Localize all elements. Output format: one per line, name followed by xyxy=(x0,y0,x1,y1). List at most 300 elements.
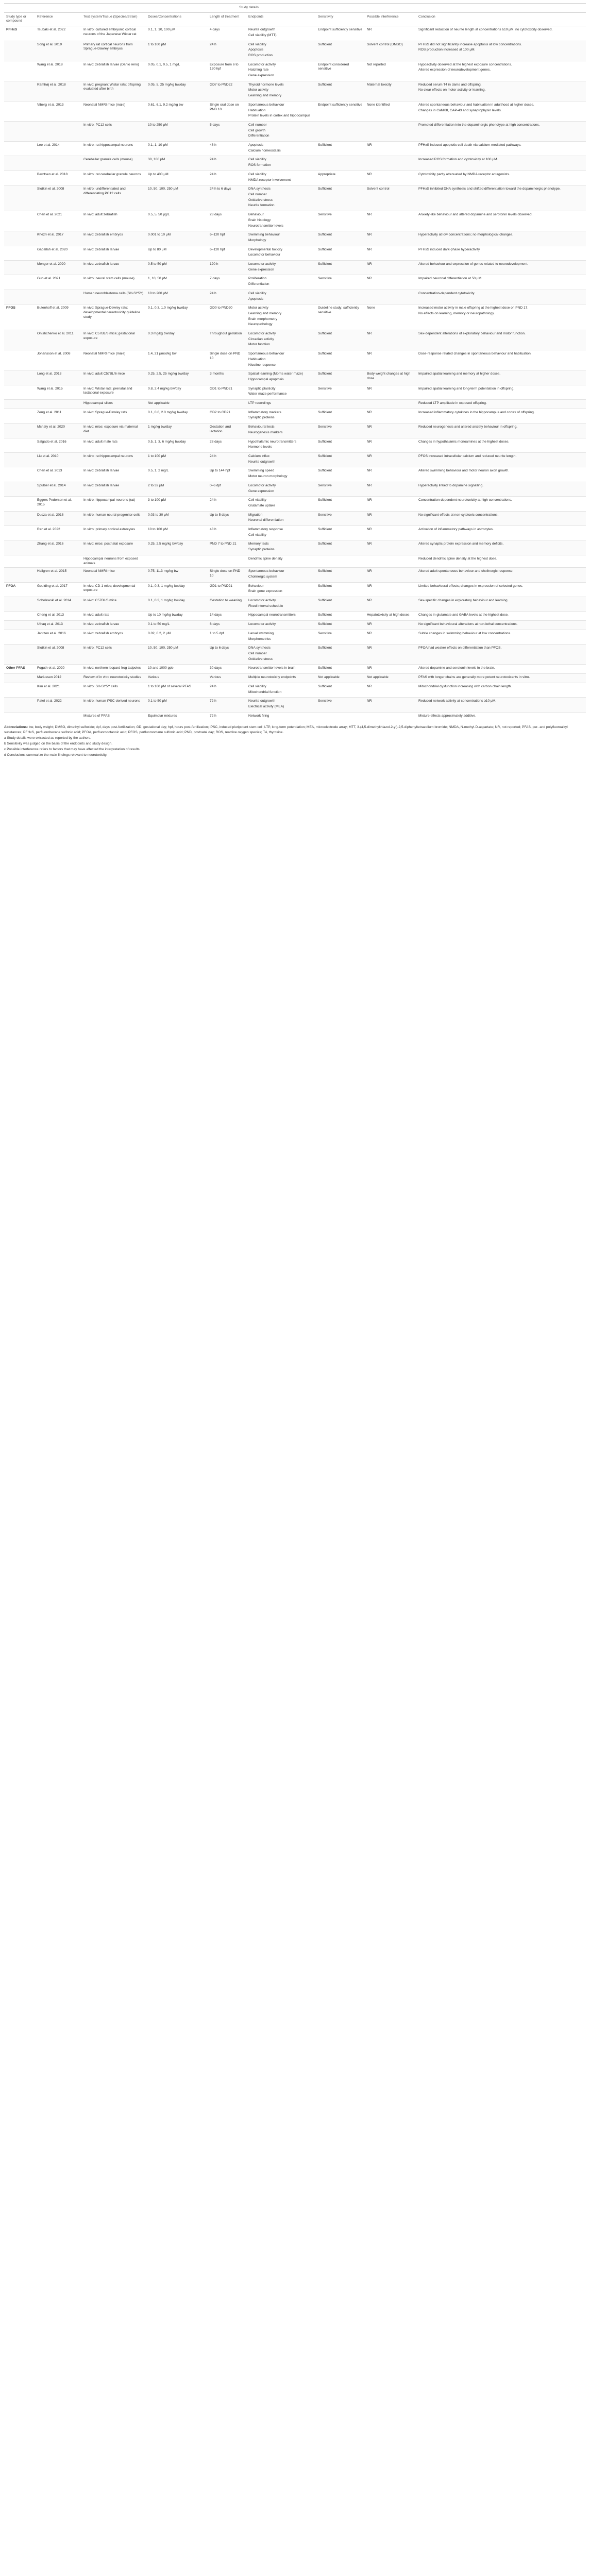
conclusion-cell xyxy=(416,597,586,612)
endpoint-item: Electrical activity (MEA) xyxy=(248,704,284,708)
endpoints-cell xyxy=(246,597,316,612)
doses-cell: 0.75, 11.3 mg/kg bw xyxy=(146,568,208,582)
endpoint-item: Hippocampal neurotransmitters xyxy=(248,613,296,617)
endpoint-item: Synaptic proteins xyxy=(248,548,275,552)
table-row xyxy=(4,555,586,567)
interference-cell: Solvent control xyxy=(365,185,416,211)
endpoint-item: Locomotor activity xyxy=(248,483,276,487)
treatment-length-cell: 28 days xyxy=(208,211,246,231)
endpoint-item: Gene expression xyxy=(248,489,274,493)
endpoint-item: Network firing xyxy=(248,714,269,718)
conclusion-item: PFHxS induced dark-phase hyperactivity. xyxy=(418,247,481,251)
compound-cell xyxy=(4,101,35,121)
table-row xyxy=(4,683,586,697)
doses-cell: 1 to 100 μM xyxy=(146,41,208,61)
sensitivity-cell: Endpoint sufficiently sensitive xyxy=(316,26,365,41)
table-row xyxy=(4,385,586,399)
treatment-length-cell: Throughout gestation xyxy=(208,330,246,350)
doses-cell: 2 to 32 μM xyxy=(146,482,208,496)
endpoint-item: Spontaneous behaviour xyxy=(248,103,284,107)
table-header xyxy=(4,4,586,26)
conclusion-cell xyxy=(416,370,586,385)
sensitivity-cell: Sufficient xyxy=(316,261,365,275)
doses-cell: 0.1, 1, 10, 100 μM xyxy=(146,26,208,41)
endpoint-item: Mitochondrial function xyxy=(248,690,282,694)
test-system-cell: In vitro: rat hippocampal neurons xyxy=(81,142,146,156)
test-system-cell: In vitro: undifferentiated and differentiating PC12 cells xyxy=(81,185,146,211)
endpoint-item: Brain gene expression xyxy=(248,589,282,594)
table-row xyxy=(4,568,586,582)
endpoints-cell xyxy=(246,261,316,275)
table-row xyxy=(4,41,586,61)
treatment-length-cell: 7 days xyxy=(208,275,246,290)
conclusion-item: Anxiety-like behaviour and altered dopamine and serotonin levels observed. xyxy=(418,213,533,217)
sensitivity-cell: Sensitive xyxy=(316,630,365,644)
conclusion-item: Subtle changes in swimming behaviour at low concentrations. xyxy=(418,631,511,635)
treatment-length-cell: 24 h xyxy=(208,453,246,467)
endpoint-item: Cell number xyxy=(248,123,267,127)
reference-cell: Song et al. 2019 xyxy=(35,41,81,61)
conclusion-cell xyxy=(416,423,586,438)
interference-cell: NR xyxy=(365,453,416,467)
conclusion-item: Promoted differentiation into the dopaminergic phenotype at high concentrations. xyxy=(418,123,540,127)
interference-cell: NR xyxy=(365,438,416,452)
endpoint-item: Neurite outgrowth xyxy=(248,28,276,32)
doses-cell: 0.1, 0.3, 1 mg/kg bw/day xyxy=(146,597,208,612)
conclusion-cell xyxy=(416,290,586,304)
conclusion-cell xyxy=(416,438,586,452)
endpoint-item: Hormone levels xyxy=(248,445,272,449)
table-row xyxy=(4,121,586,141)
conclusion-item: Altered spontaneous behaviour and habituation in adulthood at higher doses. xyxy=(418,103,534,107)
endpoints-cell xyxy=(246,385,316,399)
column-header: Doses/Concentrations xyxy=(146,12,208,26)
conclusion-item: Limited behavioural effects; changes in expression of selected genes. xyxy=(418,584,523,588)
treatment-length-cell: 28 days xyxy=(208,438,246,452)
conclusion-cell xyxy=(416,41,586,61)
footnote: d Conclusions summarize the main findings relevant to neurotoxicity. xyxy=(4,753,107,757)
conclusion-cell xyxy=(416,555,586,567)
endpoint-item: Learning and memory xyxy=(248,311,282,315)
reference-cell: Wang et al. 2015 xyxy=(35,385,81,399)
compound-cell xyxy=(4,246,35,260)
compound-cell xyxy=(4,423,35,438)
reference-cell: Ramhøj et al. 2018 xyxy=(35,81,81,101)
column-header: Conclusion xyxy=(416,12,586,26)
compound-cell xyxy=(4,171,35,185)
endpoints-cell xyxy=(246,26,316,41)
conclusion-item: Hyperactivity at low concentrations; no morphological changes. xyxy=(418,233,514,237)
endpoints-cell xyxy=(246,467,316,482)
endpoint-item: NMDA receptor involvement xyxy=(248,178,291,182)
table-row xyxy=(4,231,586,246)
doses-cell: 0.1, 0.3, 1.0 mg/kg bw/day xyxy=(146,304,208,330)
conclusion-cell xyxy=(416,121,586,141)
sensitivity-cell: Sensitive xyxy=(316,275,365,290)
interference-cell xyxy=(365,121,416,141)
conclusion-cell xyxy=(416,61,586,81)
table-row xyxy=(4,156,586,171)
interference-cell: NR xyxy=(365,423,416,438)
test-system-cell: In vitro: rat hippocampal neurons xyxy=(81,453,146,467)
conclusion-item: No significant effects at non-cytotoxic concentrations. xyxy=(418,513,499,517)
conclusion-item: Hyperactivity linked to dopamine signalling. xyxy=(418,483,484,487)
reference-cell: Sobolewski et al. 2014 xyxy=(35,597,81,612)
reference-cell: Cheng et al. 2013 xyxy=(35,612,81,621)
endpoint-item: Cell number xyxy=(248,651,267,655)
column-header: Sensitivity xyxy=(316,12,365,26)
conclusion-cell xyxy=(416,385,586,399)
treatment-length-cell: 5 days xyxy=(208,121,246,141)
interference-cell: Maternal toxicity xyxy=(365,81,416,101)
test-system-cell: In vivo: C57BL/6 mice xyxy=(81,597,146,612)
doses-cell: Not applicable xyxy=(146,400,208,409)
endpoints-cell xyxy=(246,582,316,597)
conclusion-cell xyxy=(416,330,586,350)
table-row xyxy=(4,275,586,290)
test-system-cell: In vivo: Sprague-Dawley rats; developmental neurotoxicity guideline study xyxy=(81,304,146,330)
test-system-cell: Cerebellar granule cells (mouse) xyxy=(81,156,146,171)
endpoint-item: Neuropathology xyxy=(248,323,273,327)
sensitivity-cell xyxy=(316,555,365,567)
compound-cell xyxy=(4,156,35,171)
compound-cell: Other PFAS xyxy=(4,665,35,674)
compound-cell xyxy=(4,511,35,526)
conclusion-item: Altered synaptic protein expression and memory deficits. xyxy=(418,542,504,546)
conclusion-cell xyxy=(416,683,586,697)
interference-cell: NR xyxy=(365,26,416,41)
doses-cell: 10 to 100 μM xyxy=(146,526,208,540)
conclusion-item: Hypoactivity observed at the highest exposure concentrations. xyxy=(418,62,512,66)
endpoints-cell xyxy=(246,41,316,61)
test-system-cell: In vivo: zebrafish larvae xyxy=(81,621,146,630)
table-row xyxy=(4,645,586,665)
conclusion-item: Dose-response related changes in spontaneous behaviour and habituation. xyxy=(418,352,532,356)
sensitivity-cell: Sufficient xyxy=(316,41,365,61)
endpoints-cell xyxy=(246,246,316,260)
test-system-cell: In vitro: rat cerebellar granule neurons xyxy=(81,171,146,185)
test-system-cell: In vivo: Sprague-Dawley rats xyxy=(81,409,146,423)
table-row xyxy=(4,400,586,409)
sensitivity-cell: Sufficient xyxy=(316,231,365,246)
sensitivity-cell: Sufficient xyxy=(316,438,365,452)
conclusion-cell xyxy=(416,156,586,171)
column-header: Study type or compound xyxy=(4,12,35,26)
endpoints-cell xyxy=(246,400,316,409)
table-row xyxy=(4,61,586,81)
conclusion-item: Altered behaviour and expression of genes related to neurodevelopment. xyxy=(418,262,528,266)
sensitivity-cell: Sufficient xyxy=(316,370,365,385)
interference-cell: NR xyxy=(365,665,416,674)
endpoint-item: Protein levels in cortex and hippocampus xyxy=(248,114,311,118)
sensitivity-cell: Sufficient xyxy=(316,621,365,630)
table-row xyxy=(4,698,586,712)
conclusion-item: Activation of inflammatory pathways in astrocytes. xyxy=(418,528,494,532)
endpoints-cell xyxy=(246,511,316,526)
reference-cell xyxy=(35,555,81,567)
interference-cell: NR xyxy=(365,261,416,275)
conclusion-item: Altered adult spontaneous behaviour and cholinergic response. xyxy=(418,569,514,573)
endpoint-item: Motor neuron morphology xyxy=(248,474,288,479)
doses-cell: 0.61, 6.1, 9.2 mg/kg bw xyxy=(146,101,208,121)
endpoint-item: Morphometrics xyxy=(248,637,271,641)
compound-cell xyxy=(4,555,35,567)
interference-cell: Not applicable xyxy=(365,674,416,683)
compound-cell xyxy=(4,61,35,81)
conclusion-cell xyxy=(416,712,586,721)
treatment-length-cell: Up to 6 days xyxy=(208,645,246,665)
treatment-length-cell: PND 7 to PND 21 xyxy=(208,540,246,555)
reference-cell: Chen et al. 2013 xyxy=(35,467,81,482)
endpoint-item: Multiple neurotoxicity endpoints xyxy=(248,675,296,680)
conclusion-cell xyxy=(416,467,586,482)
neurotoxicity-studies-table xyxy=(4,3,586,721)
conclusion-item: Impaired spatial learning and long-term potentiation in offspring. xyxy=(418,386,515,391)
test-system-cell: Neonatal NMRI mice xyxy=(81,568,146,582)
treatment-length-cell: 4 days xyxy=(208,26,246,41)
endpoints-cell xyxy=(246,275,316,290)
conclusion-item: Impaired spatial learning and memory at higher doses. xyxy=(418,372,501,376)
interference-cell: NR xyxy=(365,621,416,630)
table-row xyxy=(4,350,586,370)
compound-cell xyxy=(4,482,35,496)
conclusion-cell xyxy=(416,453,586,467)
treatment-length-cell: Gestation and lactation xyxy=(208,423,246,438)
test-system-cell: In vivo: zebrafish larvae (Danio rerio) xyxy=(81,61,146,81)
conclusion-item: Increased motor activity in male offspring at the highest dose on PND 17. xyxy=(418,306,529,310)
conclusion-cell xyxy=(416,568,586,582)
compound-cell xyxy=(4,409,35,423)
reference-cell: Berntsen et al. 2018 xyxy=(35,171,81,185)
interference-cell: NR xyxy=(365,330,416,350)
compound-cell xyxy=(4,385,35,399)
endpoint-item: Calcium homeostasis xyxy=(248,148,281,152)
conclusion-cell xyxy=(416,211,586,231)
doses-cell: 0.5, 1, 2 mg/L xyxy=(146,467,208,482)
conclusion-cell xyxy=(416,246,586,260)
column-headers xyxy=(4,12,586,26)
conclusion-item: ROS production increased at 100 μM. xyxy=(418,48,476,52)
conclusion-cell xyxy=(416,482,586,496)
reference-cell: Zhang et al. 2016 xyxy=(35,540,81,555)
reference-cell: Jantzen et al. 2016 xyxy=(35,630,81,644)
reference-cell: Johansson et al. 2008 xyxy=(35,350,81,370)
doses-cell: 0.8, 2.4 mg/kg bw/day xyxy=(146,385,208,399)
endpoint-item: Cell viability (MTT) xyxy=(248,33,277,37)
compound-cell: PFOA xyxy=(4,582,35,597)
test-system-cell: In vivo: CD-1 mice; developmental exposure xyxy=(81,582,146,597)
endpoint-item: Motor activity xyxy=(248,88,268,92)
endpoints-cell xyxy=(246,185,316,211)
endpoints-cell xyxy=(246,497,316,511)
compound-cell xyxy=(4,142,35,156)
reference-cell: Salgado et al. 2016 xyxy=(35,438,81,452)
treatment-length-cell: 1 to 5 dpf xyxy=(208,630,246,644)
treatment-length-cell: 72 h xyxy=(208,712,246,721)
endpoints-cell xyxy=(246,540,316,555)
endpoint-item: DNA synthesis xyxy=(248,187,271,191)
doses-cell: 0.5, 1, 3, 6 mg/kg bw/day xyxy=(146,438,208,452)
footnote: b Sensitivity was judged on the basis of the endpoints and study design. xyxy=(4,741,113,745)
treatment-length-cell: 6 days xyxy=(208,621,246,630)
doses-cell: 30, 100 μM xyxy=(146,156,208,171)
sensitivity-cell: Sufficient xyxy=(316,683,365,697)
endpoints-cell xyxy=(246,211,316,231)
sensitivity-cell xyxy=(316,290,365,304)
test-system-cell: Neonatal NMRI mice (male) xyxy=(81,101,146,121)
doses-cell: 0.1 to 50 μM xyxy=(146,698,208,712)
compound-cell xyxy=(4,630,35,644)
compound-cell xyxy=(4,683,35,697)
conclusion-cell xyxy=(416,81,586,101)
conclusion-item: Concentration-dependent cytotoxicity. xyxy=(418,291,475,295)
conclusion-cell xyxy=(416,142,586,156)
footnote: c Possible interference refers to factors that may have affected the interpretation of results. xyxy=(4,748,141,752)
endpoints-cell xyxy=(246,101,316,121)
conclusion-cell xyxy=(416,674,586,683)
endpoints-cell xyxy=(246,350,316,370)
compound-cell xyxy=(4,453,35,467)
interference-cell: Solvent control (DMSO) xyxy=(365,41,416,61)
reference-cell xyxy=(35,400,81,409)
doses-cell: 1 to 100 μM xyxy=(146,453,208,467)
interference-cell: NR xyxy=(365,645,416,665)
endpoint-item: Spatial learning (Morris water maze) xyxy=(248,372,303,376)
test-system-cell: In vitro: PC12 cells xyxy=(81,121,146,141)
test-system-cell: In vitro: SH-SY5Y cells xyxy=(81,683,146,697)
table-row xyxy=(4,511,586,526)
reference-cell: Liu et al. 2010 xyxy=(35,453,81,467)
endpoints-cell xyxy=(246,330,316,350)
test-system-cell: In vivo: C57BL/6 mice; gestational exposure xyxy=(81,330,146,350)
endpoint-item: Migration xyxy=(248,513,263,517)
compound-cell xyxy=(4,211,35,231)
reference-cell: Lee et al. 2014 xyxy=(35,142,81,156)
interference-cell: NR xyxy=(365,540,416,555)
endpoint-item: Cell viability xyxy=(248,684,266,688)
sensitivity-cell: Guideline study; sufficiently sensitive xyxy=(316,304,365,330)
interference-cell: NR xyxy=(365,211,416,231)
reference-cell: Onishchenko et al. 2011 xyxy=(35,330,81,350)
conclusion-item: Cytotoxicity partly attenuated by NMDA receptor antagonists. xyxy=(418,172,510,176)
conclusion-cell xyxy=(416,665,586,674)
conclusion-cell xyxy=(416,698,586,712)
doses-cell: 0.001 to 10 μM xyxy=(146,231,208,246)
endpoint-item: Differentiation xyxy=(248,282,269,286)
conclusion-cell xyxy=(416,101,586,121)
reference-cell: Chen et al. 2021 xyxy=(35,211,81,231)
test-system-cell: In vivo: adult zebrafish xyxy=(81,211,146,231)
endpoints-cell xyxy=(246,156,316,171)
treatment-length-cell: 14 days xyxy=(208,612,246,621)
reference-cell: Khezri et al. 2017 xyxy=(35,231,81,246)
sensitivity-cell: Endpoint sufficiently sensitive xyxy=(316,101,365,121)
conclusion-item: No significant behavioural alterations at non-lethal concentrations. xyxy=(418,622,518,626)
endpoint-item: Water maze performance xyxy=(248,392,287,396)
reference-cell: Zeng et al. 2011 xyxy=(35,409,81,423)
compound-cell xyxy=(4,261,35,275)
endpoint-item: Developmental toxicity xyxy=(248,247,282,251)
interference-cell: Body weight changes at high dose xyxy=(365,370,416,385)
doses-cell: 0.03 to 30 μM xyxy=(146,511,208,526)
endpoints-cell xyxy=(246,304,316,330)
conclusion-item: No clear effects on motor activity or learning. xyxy=(418,88,486,92)
endpoint-item: Memory tests xyxy=(248,542,269,546)
doses-cell: Up to 400 μM xyxy=(146,171,208,185)
treatment-length-cell: 0–6 dpf xyxy=(208,482,246,496)
compound-cell xyxy=(4,497,35,511)
treatment-length-cell: 6–120 hpf xyxy=(208,246,246,260)
conclusion-cell xyxy=(416,275,586,290)
conclusion-item: PFHxS inhibited DNA synthesis and shifted differentiation toward the dopaminergic phenotype. xyxy=(418,187,561,191)
conclusion-cell xyxy=(416,612,586,621)
table-row xyxy=(4,665,586,674)
endpoints-cell xyxy=(246,438,316,452)
interference-cell xyxy=(365,555,416,567)
endpoint-item: Cell growth xyxy=(248,128,265,132)
table-row xyxy=(4,674,586,683)
interference-cell: NR xyxy=(365,511,416,526)
footnote-list xyxy=(4,736,586,758)
table-row xyxy=(4,261,586,275)
compound-cell xyxy=(4,621,35,630)
column-header: Endpoints xyxy=(246,12,316,26)
test-system-cell: In vitro: human iPSC-derived neurons xyxy=(81,698,146,712)
treatment-length-cell: 48 h xyxy=(208,142,246,156)
reference-cell: Menger et al. 2020 xyxy=(35,261,81,275)
sensitivity-cell: Sufficient xyxy=(316,597,365,612)
endpoints-cell xyxy=(246,370,316,385)
table-row xyxy=(4,482,586,496)
endpoints-cell xyxy=(246,698,316,712)
reference-cell: Dusza et al. 2018 xyxy=(35,511,81,526)
conclusion-cell xyxy=(416,540,586,555)
compound-cell xyxy=(4,275,35,290)
treatment-length-cell: 24 h xyxy=(208,41,246,61)
treatment-length-cell: 24 h xyxy=(208,156,246,171)
endpoint-item: Behaviour xyxy=(248,213,264,217)
reference-cell: Hallgren et al. 2015 xyxy=(35,568,81,582)
compound-cell xyxy=(4,330,35,350)
test-system-cell: In vivo: zebrafish larvae xyxy=(81,467,146,482)
doses-cell: Various xyxy=(146,674,208,683)
doses-cell: 1, 10, 50 μM xyxy=(146,275,208,290)
endpoints-cell xyxy=(246,290,316,304)
conclusion-item: Concentration-dependent neurotoxicity at high concentrations. xyxy=(418,498,512,502)
endpoint-item: Cell viability xyxy=(248,291,266,295)
treatment-length-cell: 24 h xyxy=(208,171,246,185)
conclusion-item: PFOA had weaker effects on differentiation than PFOS. xyxy=(418,646,502,650)
reference-cell: Patel et al. 2022 xyxy=(35,698,81,712)
doses-cell: 0.02, 0.2, 2 μM xyxy=(146,630,208,644)
endpoint-item: Proliferation xyxy=(248,277,267,281)
conclusion-item: PFHxS induced apoptotic cell death via calcium-mediated pathways. xyxy=(418,143,521,147)
compound-cell xyxy=(4,438,35,452)
interference-cell: NR xyxy=(365,467,416,482)
conclusion-item: Reduced LTP amplitude in exposed offspring. xyxy=(418,401,487,405)
conclusion-item: Sex-specific changes in exploratory behaviour and learning. xyxy=(418,599,509,603)
endpoint-item: Neurite outgrowth xyxy=(248,460,276,464)
doses-cell: 3 to 100 μM xyxy=(146,497,208,511)
sensitivity-cell: Sensitive xyxy=(316,698,365,712)
reference-cell: Ulhaq et al. 2013 xyxy=(35,621,81,630)
interference-cell: None identified xyxy=(365,101,416,121)
interference-cell: NR xyxy=(365,568,416,582)
treatment-length-cell: 3 months xyxy=(208,370,246,385)
compound-cell xyxy=(4,400,35,409)
test-system-cell: In vitro: hippocampal neurons (rat) xyxy=(81,497,146,511)
doses-cell: 0.05, 5, 25 mg/kg bw/day xyxy=(146,81,208,101)
